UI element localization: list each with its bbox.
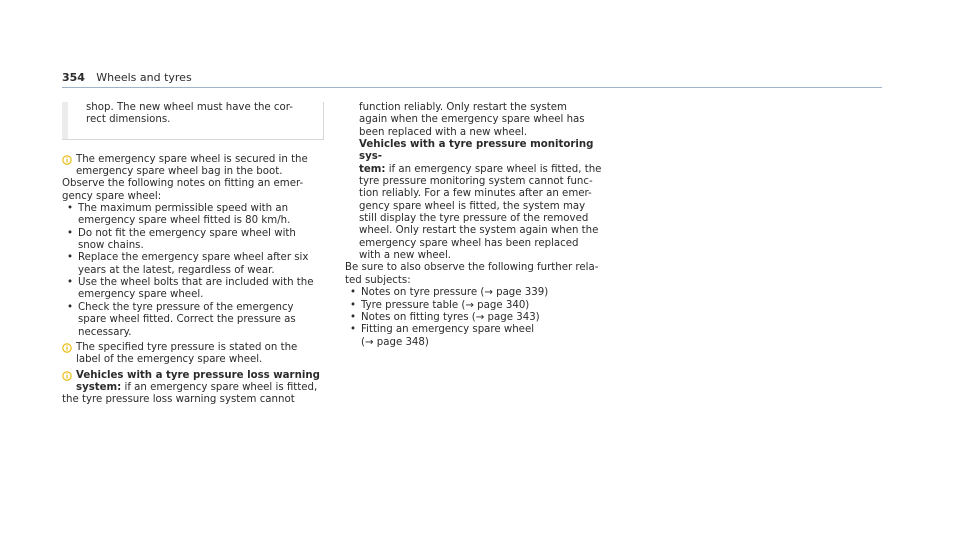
list-item: • Do not fit the emergency spare wheel with snow chains.: [62, 228, 324, 253]
continued-box: [62, 102, 324, 140]
intro-text: Observe the following notes on fitting an emer-: [62, 178, 304, 190]
note-heading: Vehicles with a tyre pressure loss warning: [76, 369, 320, 381]
related-link[interactable]: • Tyre pressure table (→ page 340): [345, 300, 607, 312]
note-secured: The emergency spare wheel is secured in the emergency spare wheel bag in the boot.: [62, 154, 324, 179]
fitting-notes-list: [62, 203, 324, 339]
box-line: rect dimensions.: [86, 114, 171, 126]
arrow-icon: →: [364, 336, 374, 348]
box-line: shop. The new wheel must have the cor-: [86, 102, 293, 113]
intro-text: gency spare wheel:: [62, 190, 162, 202]
related-intro: ted subjects:: [345, 274, 411, 286]
continued-text: function reliably. Only restart the system again when the emergency spare wheel has been replaced with a new wheel. Vehicles with a tyre pressure monitoring sys- tem: if an emergency spare wheel is fitted, the tyre pressure monitoring system cannot func- tion reliably. For a few minutes after an emer- gency spare wheel is fitted, the system may still display the tyre pressure of the removed wheel. Only restart the system again when the emergency spare wheel has been replaced with a new wheel.: [359, 102, 602, 262]
info-icon: [62, 371, 76, 381]
section-title: Wheels and tyres: [96, 71, 192, 84]
list-item: • Use the wheel bolts that are included with the emergency spare wheel.: [62, 277, 324, 302]
arrow-icon: →: [484, 287, 493, 299]
info-icon: [62, 155, 76, 165]
right-column: [345, 102, 607, 349]
info-icon: [62, 343, 76, 353]
page-number: 354: [62, 71, 85, 84]
related-link[interactable]: • Fitting an emergency spare wheel (→ page 348): [345, 324, 607, 349]
related-links-list: [345, 287, 607, 349]
para-heading: Vehicles with a tyre pressure monitoring sys-: [359, 139, 594, 163]
note-loss-warning: Vehicles with a tyre pressure loss warning system: if an emergency spare wheel is fitted,: [62, 370, 324, 395]
related-link[interactable]: • Notes on tyre pressure (→ page 339): [345, 287, 607, 299]
list-item: • Replace the emergency spare wheel after six years at the latest, regardless of wear.: [62, 252, 324, 277]
list-item: • The maximum permissible speed with an emergency spare wheel fitted is 80 km/h.: [62, 203, 324, 228]
arrow-icon: →: [475, 311, 485, 323]
left-column: shop. The new wheel must have the cor- rect dimensions. The emergency spare wheel is secured in the emergency spare wheel bag in the boot. Observe the following notes on fitting an emer- gency spare wheel: • The maximum permissible speed with an emergency spare wheel fitted is 80 km/h. • Do not fit the emergency spare wheel with snow chains. • Replace the emergency spare wheel after six years at the latest, regardless of wear. • Use the wheel bolts that are included with the emergency spare wheel. • Check the tyre pressure of the emergency spare wheel fitted. Correct the pressure as necessary. The specified tyre pressure is stated on the label of the emergency spare wheel. Vehicles with a tyre pressure loss warning system: if an emergency spare wheel is fitted, the tyre pressure loss warning system cannot: [62, 102, 324, 407]
related-intro: Be sure to also observe the following further rela-: [345, 262, 599, 274]
page-header: [62, 72, 882, 85]
header-rule: [62, 87, 882, 88]
list-item: • Check the tyre pressure of the emergency spare wheel fitted. Correct the pressure as necessary.: [62, 302, 324, 339]
arrow-icon: →: [465, 299, 474, 311]
note-pressure-label: The specified tyre pressure is stated on the label of the emergency spare wheel.: [62, 342, 324, 367]
related-link[interactable]: • Notes on fitting tyres (→ page 343): [345, 312, 607, 324]
